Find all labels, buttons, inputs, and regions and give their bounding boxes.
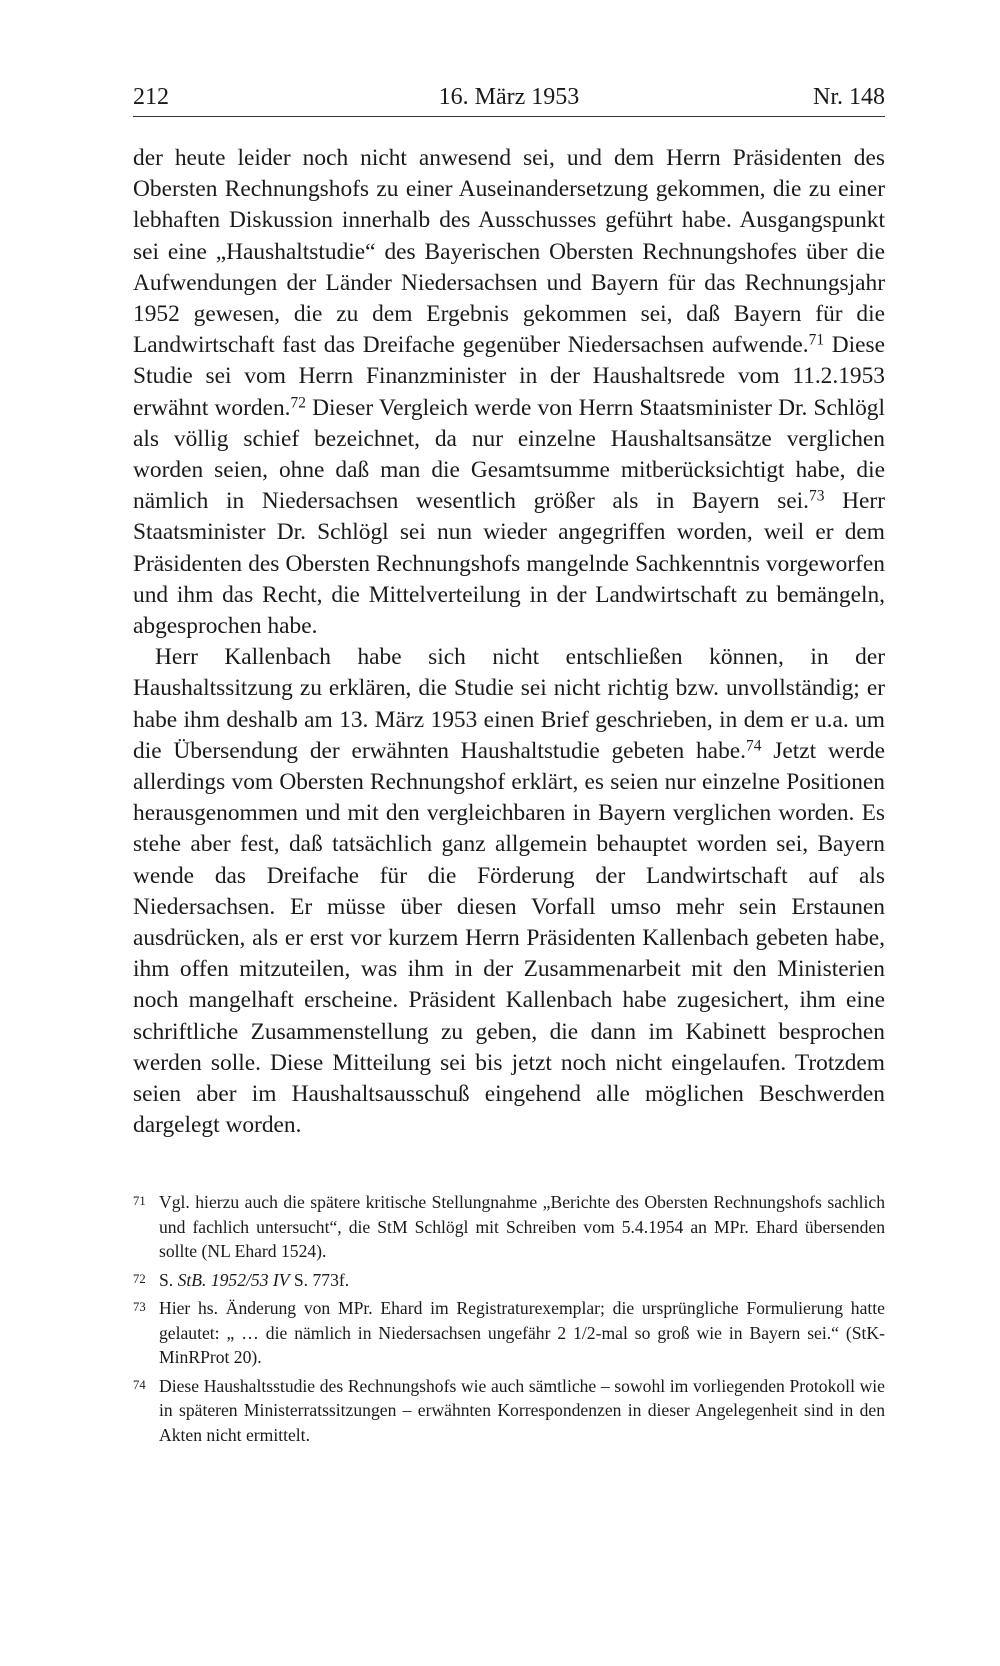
footnote-number: 71 [133, 1194, 146, 1208]
paragraph-text: Dieser Vergleich werde von Herrn Staatsminister Dr. Schlögl als völlig schief bezeichnet, da nur einzelne Haushaltsansätze verglichen worden seien, ohne daß man die Gesamtsumme mitberücksichtigt habe, die nämlich in Niedersachsen wesentlich größer als in Bayern sei. [133, 394, 885, 515]
footnote-number: 72 [133, 1271, 146, 1286]
paragraph-text: Jetzt werde allerdings vom Obersten Rechnungshof erklärt, es seien nur einzelne Positionen herausgenommen und mit den vergleichbaren in Bayern verglichen worden. Es stehe aber fest, daß tatsächlich ganz allgemein behauptet worden sei, Bayern wende das Dreifache für die Förderung der Landwirtschaft auf als Niedersachsen. Er müsse über diesen Vorfall umso mehr sein Erstaunen ausdrücken, als er erst vor kurzem Herrn Präsidenten Kallenbach gebeten habe, ihm offen mitzuteilen, was ihm in der Zusammenarbeit mit den Ministerien noch mangelhaft erscheine. Präsident Kallenbach habe zugesichert, ihm eine schriftliche Zusammenstellung zu geben, die dann im Kabinett besprochen werden solle. Diese Mitteilung sei bis jetzt noch nicht eingelaufen. Trotzdem seien aber im Haushaltsausschuß eingehend alle möglichen Beschwerden dargelegt worden. [133, 737, 885, 1139]
footnote-reference[interactable]: 74 [746, 737, 762, 755]
footnotes-section [133, 1190, 885, 1451]
running-header [133, 82, 885, 112]
paragraph-2 [133, 642, 885, 1141]
footnote-text-part: S. 773f. [289, 1269, 350, 1290]
paragraph-text: Herr Staatsminister Dr. Schlögl sei nun wieder angegriffen worden, weil er dem Präsidenten des Obersten Rechnungshofs mangelnde Sachkenntnis vorgeworfen und ihm das Recht, die Mittelverteilung in der Landwirtschaft zu bemängeln, abgesprochen habe. [133, 488, 886, 640]
header-rule [133, 116, 885, 117]
footnote-text: Hier hs. Änderung von MPr. Ehard im Registraturexemplar; die ursprüngliche Formulierung hatte gelautet: „ … die nämlich in Niedersachsen ungefähr 2 1/2-mal so groß wie in Bayern sei.“ (StK-MinRProt 20). [159, 1298, 885, 1367]
footnote-number: 73 [133, 1300, 146, 1314]
main-text [133, 143, 885, 1142]
footnote-74 [133, 1374, 885, 1448]
footnote-72 [133, 1268, 885, 1293]
footnote-73 [133, 1296, 885, 1370]
paragraph-text: der heute leider noch nicht anwesend sei, und dem Herrn Präsidenten des Obersten Rechnungshofs zu einer Auseinandersetzung gekommen, die zu einer lebhaften Diskussion innerhalb des Ausschusses geführt habe. Ausgangspunkt sei eine „Haushaltstudie“ des Bayerischen Obersten Rechnungshofes über die Aufwendungen der Länder Niedersachsen und Bayern für das Rechnungsjahr 1952 gewesen, die zu dem Ergebnis gekommen sei, daß Bayern für die Landwirtschaft fast das Dreifache gegenüber Niedersachsen aufwende. [133, 145, 885, 359]
footnote-71 [133, 1190, 885, 1264]
header-date: 16. März 1953 [438, 84, 580, 110]
footnote-text: Vgl. hierzu auch die spätere kritische Stellungnahme „Berichte des Obersten Rechnungshofs sachlich und fachlich untersucht“, die StM Schlögl mit Schreiben vom 5.4.1954 an MPr. Ehard übersenden sollte (NL Ehard 1524). [159, 1192, 885, 1261]
footnote-text [159, 1268, 885, 1293]
footnote-reference[interactable]: 73 [809, 487, 825, 505]
paragraph-1 [133, 143, 885, 642]
paragraph-text: Diese Studie sei vom Herrn Finanzminister in der Haushaltsrede vom 11.2.1953 erwähnt worden. [133, 332, 886, 421]
footnote-text: Diese Haushaltsstudie des Rechnungshofs wie auch sämtliche – sowohl im vorliegenden Protokoll wie in späteren Ministerratssitzungen – erwähnten Korrespondenzen in dieser Angelegenheit sind in den Akten nicht ermittelt. [159, 1375, 885, 1445]
footnote-reference[interactable]: 71 [808, 331, 825, 349]
footnote-text-part: S. [159, 1269, 178, 1290]
document-number: Nr. 148 [813, 84, 885, 110]
page-number: 212 [133, 84, 169, 110]
footnote-source-title: StB. 1952/53 IV [177, 1269, 290, 1290]
footnote-number: 74 [133, 1377, 146, 1392]
paragraph-text: Herr Kallenbach habe sich nicht entschließen können, in der Haushaltssitzung zu erklären, die Studie sei nicht richtig bzw. unvollständig; er habe ihm deshalb am 13. März 1953 einen Brief geschrieben, in dem er u.a. um die Übersendung der erwähnten Haushaltstudie gebeten habe. [133, 644, 885, 764]
footnote-reference[interactable]: 72 [290, 393, 306, 411]
